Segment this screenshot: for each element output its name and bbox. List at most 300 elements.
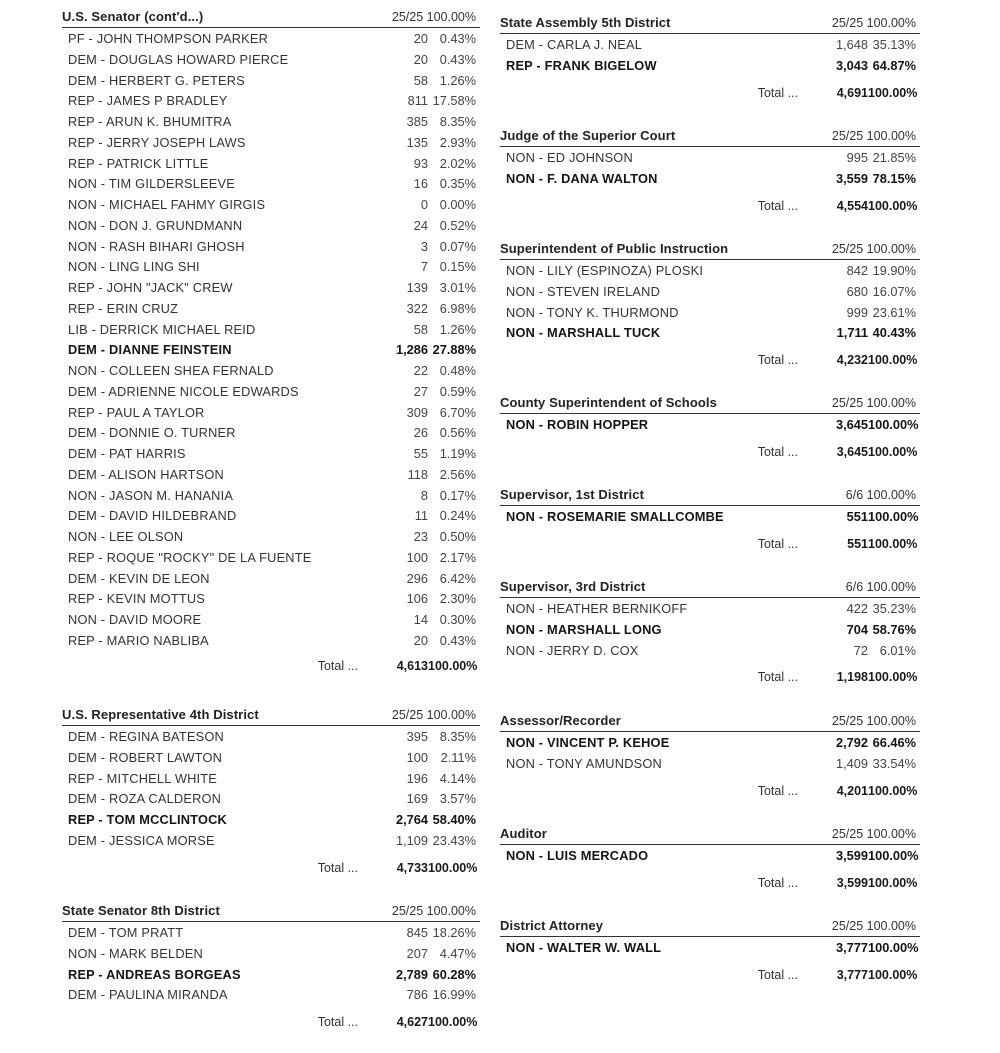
candidate-percent: 23.43% [432, 832, 476, 848]
candidate-percent: 2.93% [439, 134, 476, 150]
candidate-row [62, 153, 480, 174]
candidate-votes: 3,043 [835, 57, 868, 73]
candidate-name: NON - ED JOHNSON [506, 150, 633, 165]
candidate-percent: 0.52% [439, 217, 476, 233]
candidate-percent: 4.47% [439, 945, 476, 961]
candidate-row [62, 526, 480, 547]
total-votes: 4,691 [836, 85, 868, 100]
candidate-percent: 64.87% [872, 57, 916, 73]
candidate-percent: 6.98% [439, 300, 476, 316]
candidate-name: DEM - ALISON HARTSON [68, 466, 224, 482]
total-votes: 1,198 [836, 670, 868, 685]
race-title: District Attorney [500, 918, 604, 933]
total-row [500, 874, 920, 894]
race-title: Superintendent of Public Instruction [500, 241, 729, 256]
total-label: Total ... [757, 85, 798, 100]
candidate-name: REP - JERRY JOSEPH LAWS [68, 134, 246, 150]
candidate-percent: 2.11% [440, 749, 476, 765]
candidate-name: PF - JOHN THOMPSON PARKER [68, 31, 269, 46]
candidate-name: DEM - PAULINA MIRANDA [68, 987, 228, 1003]
candidate-name: REP - MITCHELL WHITE [68, 770, 218, 786]
candidate-row [62, 132, 480, 153]
candidate-votes: 100 [406, 749, 428, 765]
candidate-votes: 999 [846, 304, 868, 320]
candidate-row [500, 147, 920, 168]
race-u-s-senator-cont-d [62, 8, 480, 677]
race-header [500, 578, 920, 598]
candidate-name: REP - FRANK BIGELOW [506, 57, 657, 73]
candidate-percent: 58.76% [872, 621, 916, 637]
candidate-row [500, 640, 920, 661]
race-header [500, 825, 920, 845]
candidate-percent: 27.88% [432, 342, 476, 358]
candidate-percent: 23.61% [872, 304, 916, 320]
total-label: Total ... [757, 444, 798, 459]
candidate-row [62, 111, 480, 132]
candidate-percent: 0.00% [439, 197, 476, 212]
total-label: Total ... [757, 670, 798, 685]
total-row [62, 1013, 480, 1033]
candidate-votes: 207 [406, 945, 428, 961]
total-label: Total ... [317, 1015, 358, 1029]
candidate-percent: 0.15% [439, 259, 476, 275]
candidate-row [62, 277, 480, 298]
candidate-list [62, 28, 480, 651]
total-percent: 100.00% [868, 198, 918, 213]
candidate-votes: 422 [846, 601, 868, 616]
candidate-name: DEM - KEVIN DE LEON [68, 570, 210, 586]
candidate-name: REP - PAUL A TAYLOR [68, 404, 205, 420]
total-percent: 100.00% [428, 1015, 478, 1029]
candidate-name: REP - TOM MCCLINTOCK [68, 812, 227, 827]
candidate-row [500, 937, 920, 958]
candidate-list [500, 414, 920, 435]
candidate-name: NON - MICHAEL FAHMY GIRGIS [68, 197, 266, 212]
candidate-name: NON - LILY (ESPINOZA) PLOSKI [506, 263, 704, 278]
candidate-votes: 704 [846, 621, 868, 637]
candidate-percent: 0.43% [439, 31, 476, 46]
candidate-name: REP - ROQUE "ROCKY" DE LA FUENTE [68, 549, 312, 565]
total-percent: 100.00% [428, 658, 478, 673]
candidate-list [500, 937, 920, 958]
candidate-percent: 33.54% [872, 755, 916, 771]
candidate-name: REP - ANDREAS BORGEAS [68, 966, 241, 982]
candidate-votes: 1,286 [395, 342, 428, 358]
candidate-row [62, 90, 480, 111]
candidate-votes: 845 [406, 925, 428, 940]
candidate-percent: 58.40% [432, 812, 476, 827]
race-header [500, 127, 920, 147]
candidate-name: NON - MARK BELDEN [68, 945, 203, 961]
total-row [500, 668, 920, 688]
total-percent: 100.00% [868, 536, 918, 551]
candidate-row [500, 281, 920, 302]
candidate-percent: 8.35% [439, 114, 476, 129]
candidate-row [62, 319, 480, 340]
race-auditor [500, 825, 920, 894]
candidate-name: REP - JAMES P BRADLEY [68, 93, 228, 109]
total-label: Total ... [757, 198, 798, 213]
candidate-percent: 2.02% [439, 155, 476, 171]
total-label: Total ... [757, 353, 798, 367]
candidate-row [500, 506, 920, 527]
candidate-votes: 1,109 [395, 832, 428, 848]
candidate-votes: 385 [406, 114, 428, 129]
candidate-percent: 66.46% [872, 735, 916, 750]
candidate-votes: 20 [413, 31, 428, 46]
candidate-percent: 100.00% [868, 940, 919, 955]
candidate-votes: 395 [406, 729, 428, 744]
precincts-reporting: 25/25 100.00% [831, 129, 916, 143]
candidate-percent: 0.59% [439, 383, 476, 399]
candidate-percent: 16.99% [432, 987, 476, 1003]
total-label: Total ... [317, 658, 358, 673]
candidate-row [62, 70, 480, 91]
candidate-name: NON - DON J. GRUNDMANN [68, 217, 243, 233]
candidate-percent: 100.00% [868, 848, 919, 863]
total-row [62, 859, 480, 879]
candidate-name: REP - PATRICK LITTLE [68, 155, 209, 171]
candidate-votes: 2,792 [835, 735, 868, 750]
race-header [500, 712, 920, 732]
race-title: U.S. Senator (cont'd...) [62, 9, 204, 24]
total-label: Total ... [757, 875, 798, 890]
candidate-name: REP - ARUN K. BHUMITRA [68, 114, 232, 129]
candidate-row [62, 609, 480, 630]
candidate-name: DEM - HERBERT G. PETERS [68, 72, 245, 88]
candidate-name: LIB - DERRICK MICHAEL REID [68, 321, 256, 337]
total-label: Total ... [757, 967, 798, 982]
candidate-name: NON - LING LING SHI [68, 259, 200, 275]
race-header [62, 902, 480, 922]
candidate-row [500, 845, 920, 866]
candidate-row [62, 726, 480, 747]
race-header [500, 240, 920, 260]
candidate-name: DEM - ROBERT LAWTON [68, 749, 223, 765]
candidate-name: NON - F. DANA WALTON [506, 170, 658, 186]
total-percent: 100.00% [868, 875, 918, 890]
candidate-list [500, 260, 920, 343]
candidate-name: NON - STEVEN IRELAND [506, 283, 661, 299]
candidate-name: NON - HEATHER BERNIKOFF [506, 601, 688, 616]
candidate-votes: 786 [406, 987, 428, 1003]
candidate-votes: 169 [406, 791, 428, 807]
candidate-row [62, 381, 480, 402]
race-title: State Assembly 5th District [500, 15, 671, 30]
total-row [500, 197, 920, 217]
candidate-votes: 3,599 [835, 848, 868, 863]
candidate-votes: 309 [406, 404, 428, 420]
candidate-row [62, 943, 480, 964]
race-title: County Superintendent of Schools [500, 395, 717, 410]
candidate-percent: 0.50% [439, 529, 476, 544]
candidate-percent: 78.15% [872, 170, 916, 186]
race-county-superintendent-of-schools [500, 394, 920, 463]
candidate-name: NON - TIM GILDERSLEEVE [68, 176, 236, 192]
candidate-votes: 135 [406, 134, 428, 150]
candidate-votes: 20 [413, 51, 428, 67]
candidate-votes: 1,648 [835, 37, 868, 52]
candidate-percent: 0.07% [439, 238, 476, 254]
precincts-reporting: 25/25 100.00% [831, 16, 916, 30]
candidate-name: NON - MARSHALL TUCK [506, 325, 661, 341]
candidate-list [500, 34, 920, 76]
candidate-row [62, 464, 480, 485]
candidate-row [62, 194, 480, 215]
total-votes: 4,201 [836, 783, 868, 798]
total-percent: 100.00% [868, 783, 918, 798]
candidate-votes: 72 [853, 642, 868, 658]
candidate-name: DEM - TOM PRATT [68, 925, 184, 940]
total-votes: 4,554 [836, 198, 868, 213]
candidate-name: REP - MARIO NABLIBA [68, 632, 209, 648]
candidate-row [62, 49, 480, 70]
race-district-attorney [500, 917, 920, 986]
race-header [500, 394, 920, 414]
candidate-votes: 106 [406, 591, 428, 607]
candidate-name: DEM - CARLA J. NEAL [506, 37, 643, 52]
total-votes: 4,733 [396, 860, 428, 875]
candidate-percent: 0.43% [439, 632, 476, 648]
precincts-reporting: 25/25 100.00% [391, 904, 476, 918]
candidate-row [500, 753, 920, 774]
candidate-row [62, 339, 480, 360]
candidate-votes: 3,559 [835, 170, 868, 186]
race-state-assembly-5th-district [500, 14, 920, 104]
candidate-row [62, 402, 480, 423]
total-percent: 100.00% [428, 860, 478, 875]
candidate-row [62, 485, 480, 506]
precincts-reporting: 25/25 100.00% [831, 396, 916, 410]
candidate-row [62, 922, 480, 943]
total-votes: 551 [847, 536, 868, 551]
candidate-row [500, 302, 920, 323]
candidate-list [500, 732, 920, 774]
total-label: Total ... [757, 536, 798, 551]
candidate-percent: 0.17% [439, 487, 476, 503]
race-supervisor-3rd-district [500, 578, 920, 688]
race-title: Assessor/Recorder [500, 713, 621, 728]
candidate-list [500, 845, 920, 866]
candidate-name: NON - JASON M. HANANIA [68, 487, 234, 503]
candidate-votes: 8 [420, 487, 428, 503]
total-votes: 4,627 [396, 1015, 428, 1029]
candidate-list [500, 598, 920, 660]
race-assessor-recorder [500, 712, 920, 802]
candidate-votes: 20 [413, 632, 428, 648]
candidate-name: DEM - REGINA BATESON [68, 729, 224, 744]
candidate-votes: 7 [420, 259, 428, 275]
total-row [500, 443, 920, 463]
candidate-row [62, 505, 480, 526]
total-percent: 100.00% [868, 670, 918, 685]
candidate-votes: 14 [413, 612, 428, 627]
candidate-percent: 4.14% [439, 770, 476, 786]
candidate-votes: 3,777 [835, 940, 868, 955]
candidate-row [500, 732, 920, 753]
total-row [500, 535, 920, 555]
candidate-percent: 1.26% [439, 72, 476, 88]
candidate-percent: 0.43% [439, 51, 476, 67]
candidate-name: DEM - JESSICA MORSE [68, 832, 215, 848]
candidate-row [62, 768, 480, 789]
candidate-votes: 1,711 [836, 325, 868, 341]
candidate-votes: 842 [846, 263, 868, 278]
candidate-name: NON - TONY K. THURMOND [506, 304, 679, 320]
candidate-votes: 0 [420, 197, 428, 212]
candidate-row [62, 630, 480, 651]
candidate-votes: 2,789 [395, 966, 428, 982]
race-header [62, 706, 480, 726]
candidate-row [500, 260, 920, 281]
candidate-percent: 21.85% [872, 150, 916, 165]
total-row [500, 84, 920, 104]
candidate-votes: 16 [413, 176, 428, 192]
candidate-votes: 3,645 [835, 417, 868, 432]
precincts-reporting: 6/6 100.00% [845, 488, 916, 502]
candidate-row [62, 360, 480, 381]
candidate-percent: 100.00% [868, 509, 919, 524]
candidate-percent: 0.30% [439, 612, 476, 627]
race-header [500, 486, 920, 506]
candidate-row [500, 598, 920, 619]
candidate-row [62, 984, 480, 1005]
candidate-name: DEM - DAVID HILDEBRAND [68, 508, 237, 524]
candidate-votes: 2,764 [395, 812, 428, 827]
candidate-name: NON - LEE OLSON [68, 529, 184, 544]
candidate-name: NON - ROBIN HOPPER [506, 417, 649, 432]
candidate-percent: 2.30% [439, 591, 476, 607]
candidate-percent: 3.01% [439, 280, 476, 295]
total-label: Total ... [317, 860, 358, 875]
total-votes: 3,599 [836, 875, 868, 890]
candidate-votes: 811 [407, 93, 428, 109]
candidate-row [62, 215, 480, 236]
candidate-name: NON - COLLEEN SHEA FERNALD [68, 363, 274, 378]
candidate-percent: 1.19% [439, 446, 476, 461]
candidate-row [500, 322, 920, 343]
candidate-name: NON - WALTER W. WALL [506, 940, 662, 955]
candidate-percent: 8.35% [439, 729, 476, 744]
candidate-votes: 118 [407, 466, 428, 482]
candidate-percent: 2.56% [439, 466, 476, 482]
candidate-votes: 93 [413, 155, 428, 171]
total-votes: 4,613 [396, 658, 428, 673]
candidate-name: NON - DAVID MOORE [68, 612, 202, 627]
candidate-row [62, 173, 480, 194]
total-percent: 100.00% [868, 967, 918, 982]
candidate-name: NON - RASH BIHARI GHOSH [68, 238, 245, 254]
precincts-reporting: 25/25 100.00% [831, 242, 916, 256]
candidate-percent: 19.90% [872, 263, 916, 278]
candidate-percent: 100.00% [868, 417, 919, 432]
candidate-percent: 0.24% [439, 508, 476, 524]
total-votes: 4,232 [836, 353, 868, 367]
candidate-votes: 3 [420, 238, 428, 254]
race-title: State Senator 8th District [62, 903, 220, 918]
candidate-row [62, 964, 480, 985]
candidate-name: DEM - PAT HARRIS [68, 446, 186, 461]
total-percent: 100.00% [868, 85, 918, 100]
candidate-row [62, 830, 480, 851]
candidate-name: REP - KEVIN MOTTUS [68, 591, 206, 607]
race-header [500, 917, 920, 937]
total-percent: 100.00% [868, 353, 918, 367]
candidate-percent: 2.17% [439, 549, 476, 565]
candidate-name: NON - MARSHALL LONG [506, 621, 662, 637]
candidate-name: REP - ERIN CRUZ [68, 300, 179, 316]
candidate-row [62, 422, 480, 443]
candidate-list [500, 147, 920, 189]
candidate-row [62, 588, 480, 609]
candidate-votes: 58 [413, 321, 428, 337]
total-row [500, 966, 920, 986]
candidate-list [62, 726, 480, 851]
candidate-votes: 26 [413, 425, 428, 441]
race-title: Supervisor, 1st District [500, 487, 645, 502]
candidate-row [62, 298, 480, 319]
candidate-row [500, 55, 920, 76]
candidate-percent: 17.58% [432, 93, 476, 109]
candidate-name: DEM - DONNIE O. TURNER [68, 425, 236, 441]
race-state-senator-8th-district [62, 902, 480, 1033]
precincts-reporting: 25/25 100.00% [831, 827, 916, 841]
candidate-votes: 196 [406, 770, 428, 786]
total-label: Total ... [757, 783, 798, 798]
candidate-name: REP - JOHN "JACK" CREW [68, 280, 233, 295]
candidate-percent: 6.42% [439, 570, 476, 586]
candidate-votes: 322 [406, 300, 428, 316]
race-title: U.S. Representative 4th District [62, 707, 259, 722]
candidate-row [62, 28, 480, 49]
candidate-name: NON - TONY AMUNDSON [506, 755, 662, 771]
candidate-name: DEM - DIANNE FEINSTEIN [68, 342, 232, 358]
candidate-votes: 27 [413, 383, 428, 399]
candidate-votes: 23 [413, 529, 428, 544]
candidate-row [62, 568, 480, 589]
total-row [62, 657, 480, 677]
race-header [500, 14, 920, 34]
candidate-votes: 24 [413, 217, 428, 233]
candidate-row [62, 747, 480, 768]
candidate-row [500, 619, 920, 640]
candidate-percent: 3.57% [439, 791, 476, 807]
candidate-row [62, 547, 480, 568]
candidate-votes: 1,409 [835, 755, 868, 771]
candidate-name: NON - VINCENT P. KEHOE [506, 735, 670, 750]
candidate-votes: 22 [413, 363, 428, 378]
total-votes: 3,645 [836, 444, 868, 459]
total-row [500, 351, 920, 371]
candidate-percent: 0.35% [439, 176, 476, 192]
precincts-reporting: 25/25 100.00% [831, 714, 916, 728]
candidate-votes: 100 [406, 549, 428, 565]
candidate-percent: 16.07% [872, 283, 916, 299]
candidate-votes: 995 [846, 150, 868, 165]
candidate-name: NON - ROSEMARIE SMALLCOMBE [506, 509, 724, 524]
candidate-name: DEM - DOUGLAS HOWARD PIERCE [68, 51, 289, 67]
candidate-name: DEM - ADRIENNE NICOLE EDWARDS [68, 383, 299, 399]
candidate-percent: 6.70% [439, 404, 476, 420]
candidate-percent: 0.56% [439, 425, 476, 441]
candidate-votes: 551 [846, 509, 868, 524]
race-title: Supervisor, 3rd District [500, 579, 646, 594]
candidate-row [62, 788, 480, 809]
total-votes: 3,777 [836, 967, 868, 982]
race-supervisor-1st-district [500, 486, 920, 555]
candidate-votes: 58 [413, 72, 428, 88]
candidate-votes: 55 [413, 446, 428, 461]
